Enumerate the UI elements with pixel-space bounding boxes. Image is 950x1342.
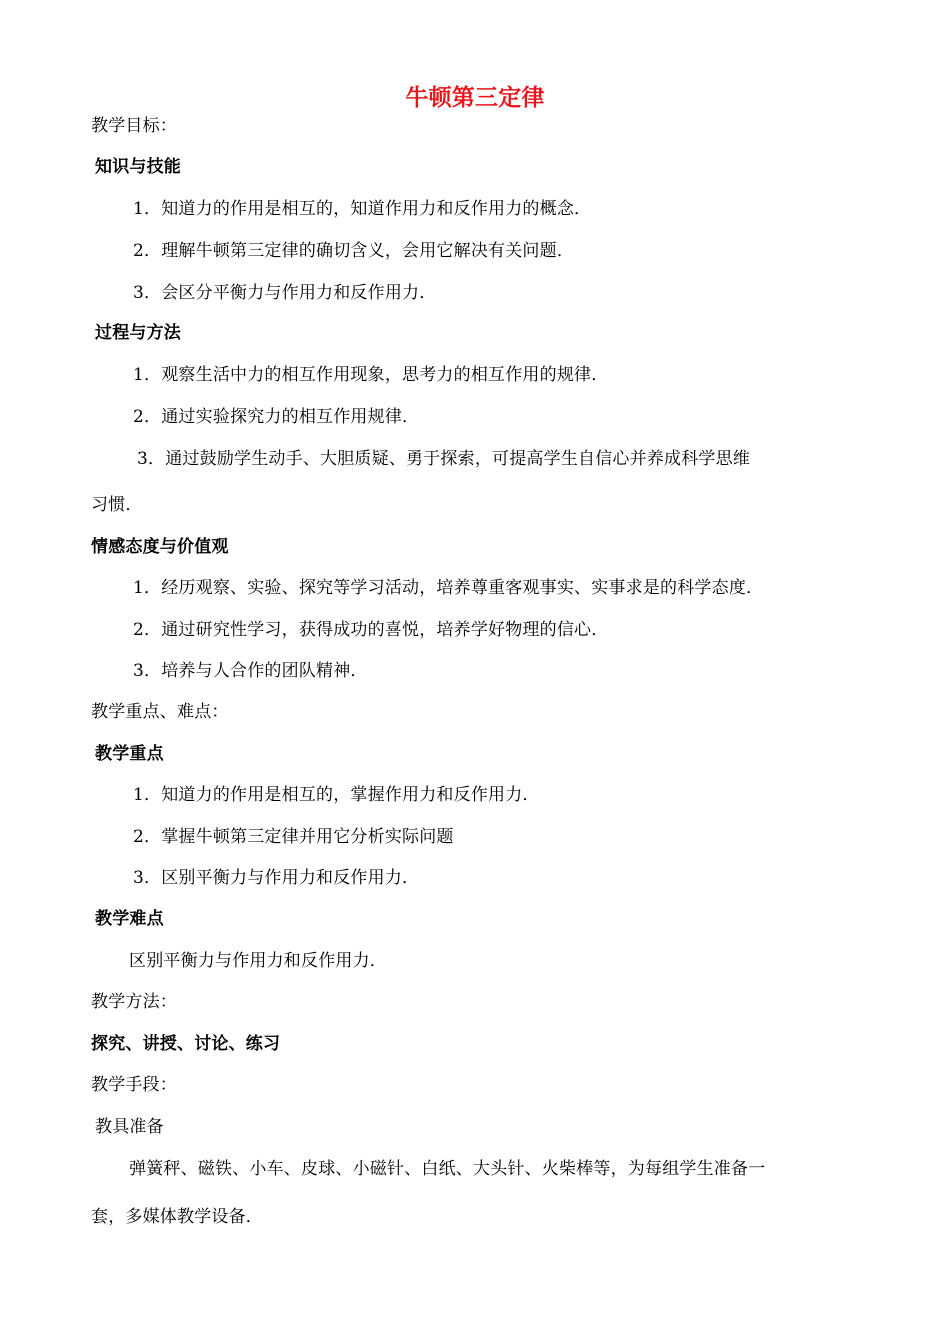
focus-item-1: 1．知道力的作用是相互的，掌握作用力和反作用力． (133, 785, 540, 805)
equipment-line-1: 弹簧秤、磁铁、小车、皮球、小磁针、白纸、大头针、火柴棒等，为每组学生准备一 (129, 1159, 766, 1179)
process-item-3-line-1: 3．通过鼓励学生动手、大胆质疑、勇于探索，可提高学生自信心并养成科学思维 (137, 449, 751, 469)
key-points-label: 教学重点、难点： (91, 702, 229, 722)
focus-item-3: 3．区别平衡力与作用力和反作用力． (133, 868, 420, 888)
emotion-item-1: 1．经历观察、实验、探究等学习活动，培养尊重客观事实、实事求是的科学态度． (133, 578, 764, 598)
focus-item-2: 2．掌握牛顿第三定律并用它分析实际问题 (133, 827, 454, 847)
document-title: 牛顿第三定律 (405, 85, 545, 111)
knowledge-item-2: 2．理解牛顿第三定律的确切含义，会用它解决有关问题． (133, 241, 575, 261)
process-item-2: 2．通过实验探究力的相互作用规律． (133, 407, 420, 427)
equipment-line-2: 套，多媒体教学设备． (91, 1207, 263, 1227)
knowledge-item-3: 3．会区分平衡力与作用力和反作用力． (133, 283, 437, 303)
knowledge-item-1: 1．知道力的作用是相互的，知道作用力和反作用力的概念． (133, 199, 592, 219)
emotion-item-3: 3．培养与人合作的团队精神． (133, 661, 368, 681)
process-methods-heading: 过程与方法 (95, 323, 181, 343)
equipment-subheading: 教具准备 (95, 1117, 164, 1137)
process-item-3-line-2: 习惯． (91, 495, 143, 515)
methods-text: 探究、讲授、讨论、练习 (91, 1034, 281, 1054)
methods-label: 教学方法： (91, 992, 177, 1012)
teaching-focus-heading: 教学重点 (95, 744, 164, 764)
means-label: 教学手段： (91, 1075, 177, 1095)
difficulty-text: 区别平衡力与作用力和反作用力． (129, 951, 387, 971)
teaching-difficulty-heading: 教学难点 (95, 909, 164, 929)
objectives-label: 教学目标： (91, 116, 177, 136)
emotion-item-2: 2．通过研究性学习，获得成功的喜悦，培养学好物理的信心． (133, 620, 609, 640)
emotion-values-heading: 情感态度与价值观 (91, 537, 229, 557)
process-item-1: 1．观察生活中力的相互作用现象，思考力的相互作用的规律． (133, 365, 609, 385)
knowledge-skills-heading: 知识与技能 (95, 157, 181, 177)
